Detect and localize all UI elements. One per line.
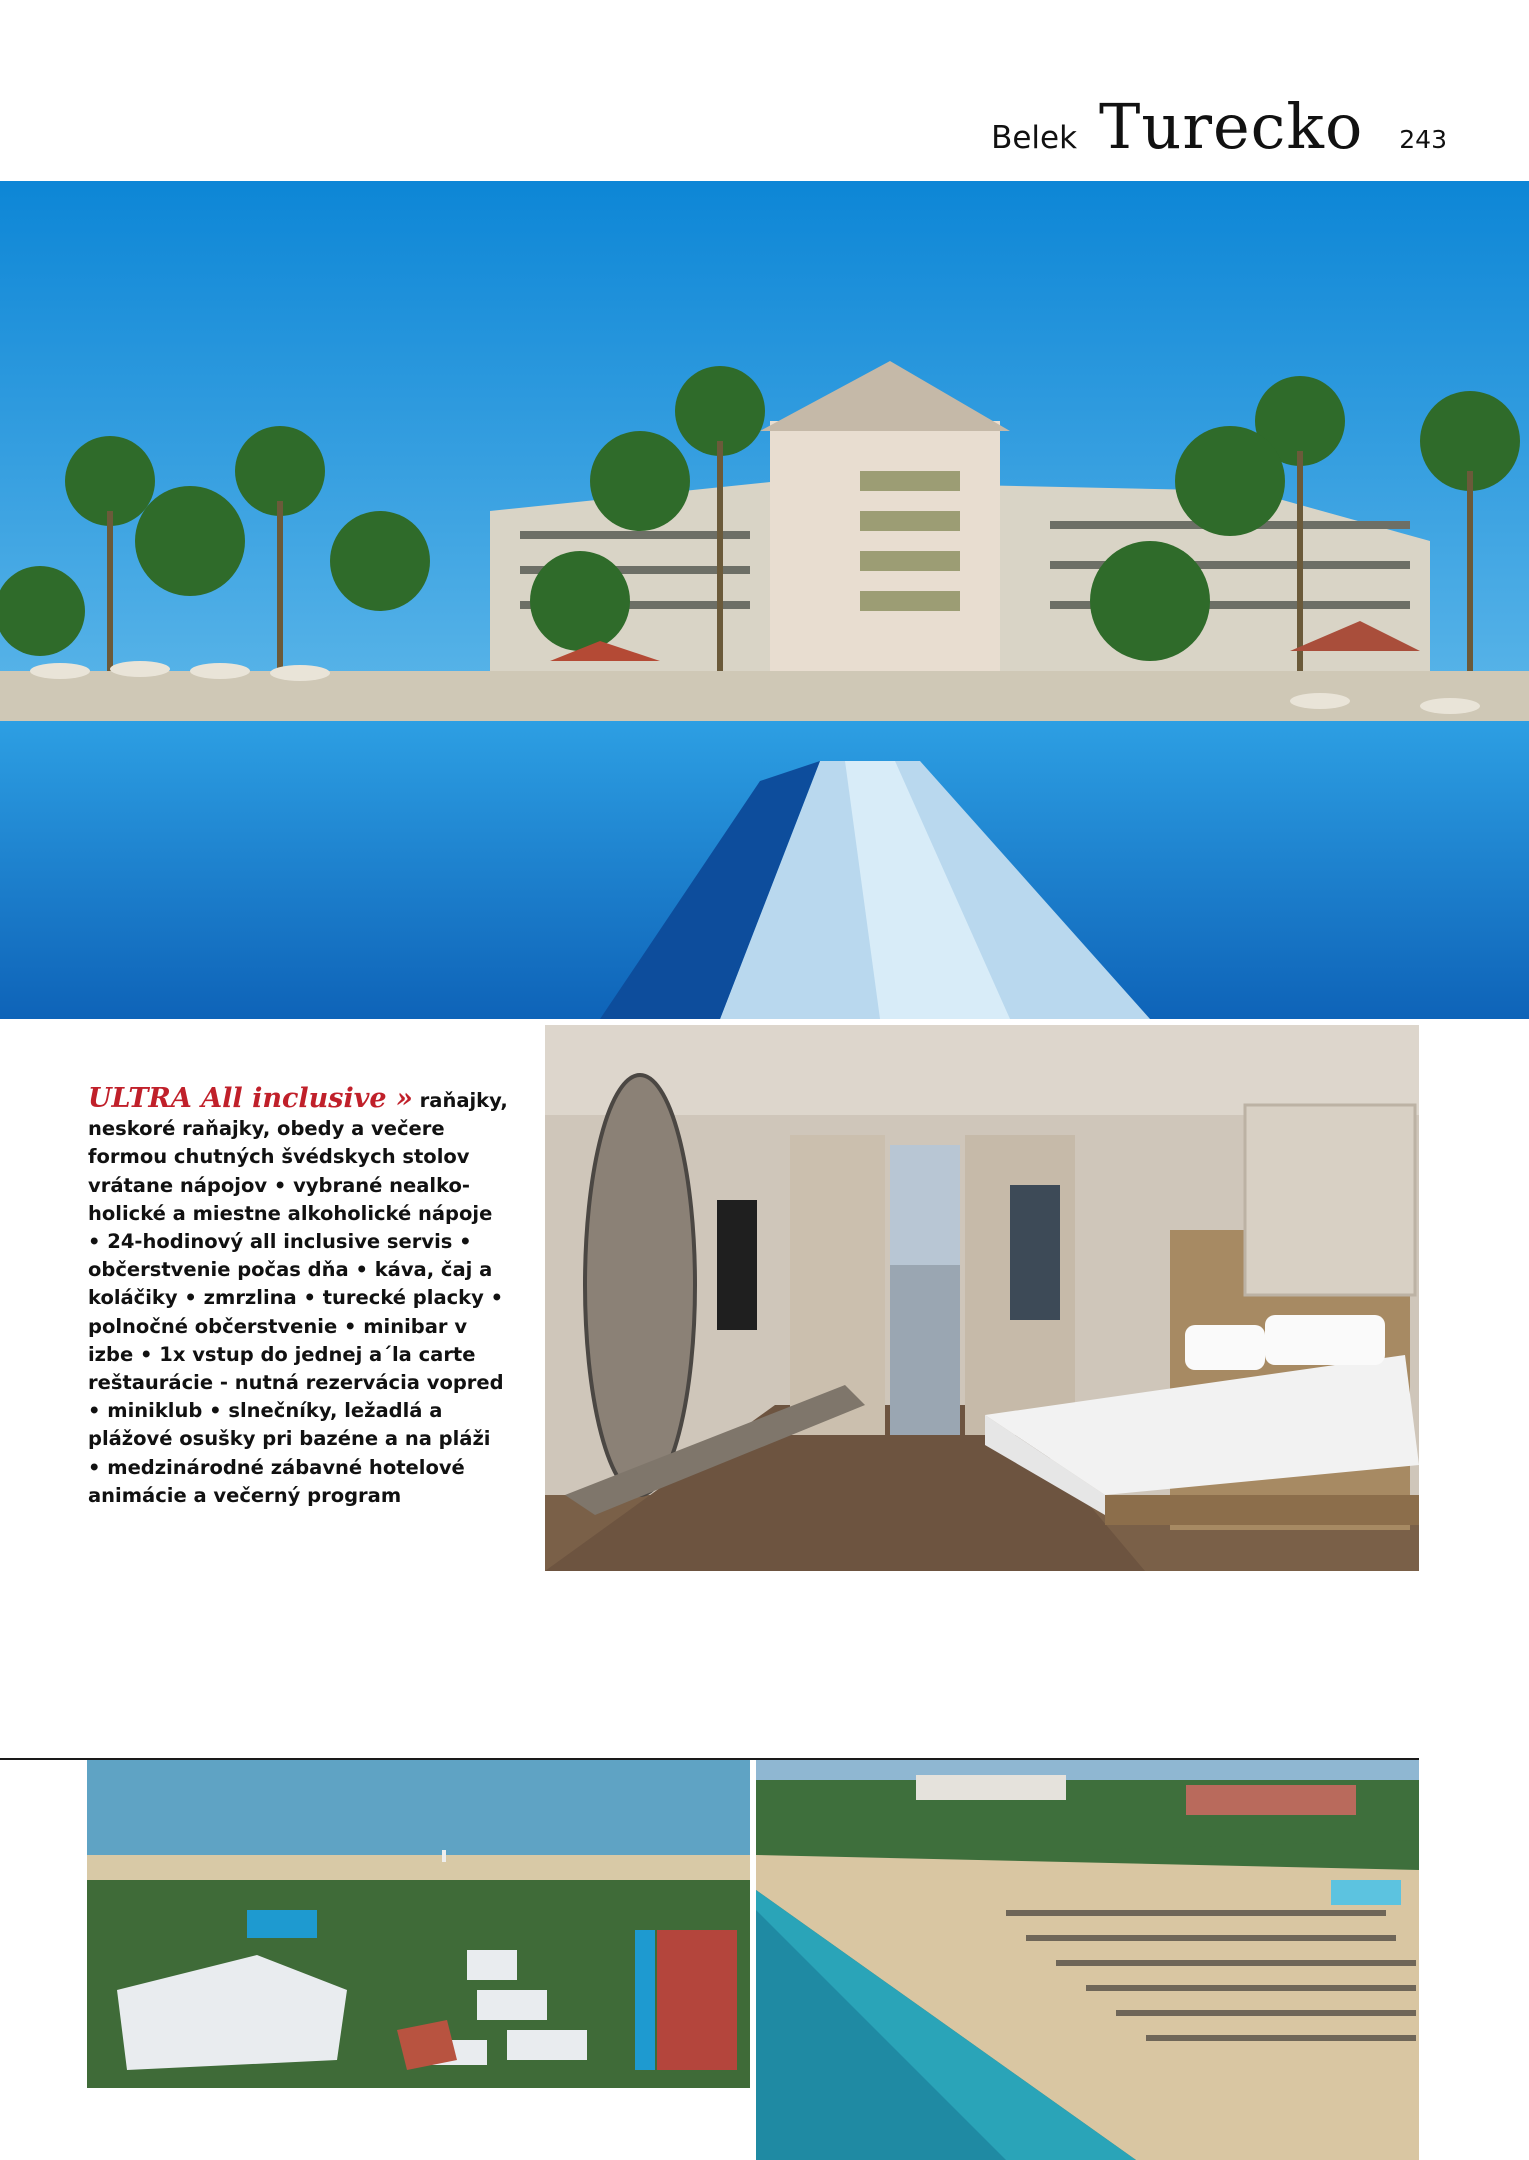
all-inclusive-heading: ULTRA All inclusive »	[88, 1083, 413, 1114]
all-inclusive-text: raňajky, neskoré raňajky, obedy a večere formou chutných švédskych stolov vrátane nápojov • vybrané nealko-holické a miestne alkoholické nápoje • 24-hodinový all inclusive servis • občerstvenie počas dňa • káva, čaj a koláčiky • zmrzlina • turecké placky • polnočné občerstvenie • minibar v izbe • 1x vstup do jednej a´la carte reštaurácie - nutná rezervácia vopred • miniklub • slnečníky, ležadlá a plážové osušky pri bazéne a na pláži • medzinárodné zábavné hotelové animácie a večerný program	[88, 1089, 508, 1507]
beach-aerial-photo	[756, 1760, 1419, 2160]
region-label: Belek	[991, 120, 1078, 156]
hotel-pool-photo	[0, 181, 1529, 1019]
hotel-room-photo	[545, 1025, 1419, 1571]
resort-aerial-photo	[87, 1760, 750, 2088]
page-number: 243	[1399, 125, 1447, 154]
page-header	[991, 90, 1447, 163]
all-inclusive-description	[88, 1085, 508, 1510]
country-title: Turecko	[1099, 90, 1364, 163]
